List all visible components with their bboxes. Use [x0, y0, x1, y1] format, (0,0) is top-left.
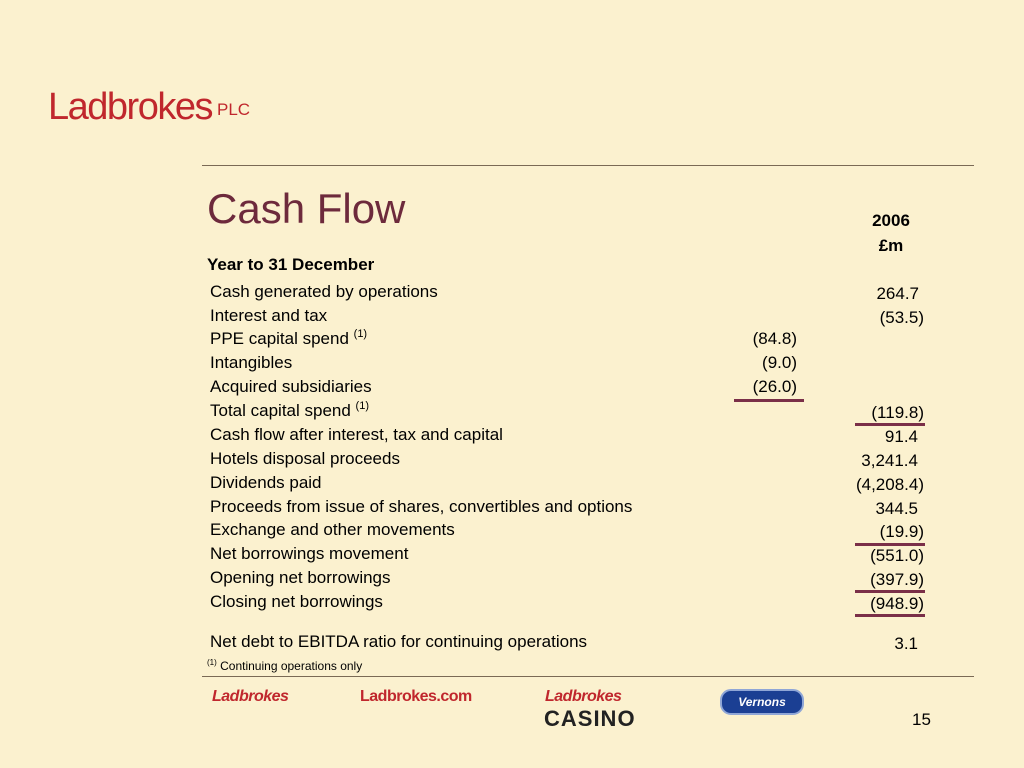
top-divider [202, 165, 974, 166]
column-unit: £m [878, 236, 904, 255]
table-row [210, 329, 930, 351]
row-label: Cash generated by operations [210, 282, 438, 301]
table-row [210, 306, 930, 328]
row-value: (551.0) [870, 546, 924, 565]
table-row [210, 401, 930, 423]
table-row [210, 425, 930, 447]
slide-title: Cash Flow [207, 185, 406, 232]
table-row [210, 473, 930, 495]
table-row [210, 497, 930, 519]
table-subheading: Year to 31 December [207, 255, 375, 274]
row-label: Closing net borrowings [210, 592, 383, 611]
table-row [210, 632, 930, 654]
table-row [210, 592, 930, 614]
row-value: (397.9) [870, 570, 924, 589]
row-label: Proceeds from issue of shares, convertibles and options [210, 497, 633, 516]
row-label: Cash flow after interest, tax and capital [210, 425, 503, 444]
row-sub-value: (26.0) [752, 377, 797, 396]
ladbrokes-casino-logo: Ladbrokes [545, 688, 622, 705]
table-row [210, 353, 930, 375]
row-label: Intangibles [210, 353, 293, 372]
table-row [210, 520, 930, 542]
column-year: 2006 [872, 211, 910, 230]
row-label: Acquired subsidiaries [210, 377, 372, 396]
row-label: Dividends paid [210, 473, 322, 492]
row-value: 264.7 [876, 284, 919, 303]
row-label: PPE capital spend $^{(1)}$ [210, 328, 368, 348]
row-value: 91.4 [884, 427, 918, 446]
page-number: 15 [912, 710, 931, 729]
footnote-ref: (1) [355, 400, 369, 412]
row-value: (4,208.4) [855, 475, 924, 494]
row-sub-value: (9.0) [762, 353, 797, 372]
row-label: Net debt to EBITDA ratio for continuing operations [210, 632, 588, 651]
row-value: 344.5 [875, 499, 918, 518]
row-label: Interest and tax [210, 306, 328, 325]
row-value: 3.1 [894, 634, 918, 653]
vernons-logo: Vernons [720, 689, 804, 715]
table-row [210, 568, 930, 590]
ladbrokes-plc-logo: Ladbrokes [48, 86, 212, 128]
logo-plc-suffix: PLC [217, 100, 251, 119]
casino-wordmark: CASINO [544, 706, 636, 731]
row-label: Net borrowings movement [210, 544, 409, 563]
row-label: Opening net borrowings [210, 568, 391, 587]
row-value: (53.5) [879, 308, 924, 327]
footnote-ref: (1) [353, 328, 368, 340]
row-value: (119.8) [871, 403, 924, 422]
ladbrokes-com-logo: Ladbrokes.com [360, 688, 472, 705]
total-underline [855, 614, 925, 617]
footnote: $^{(1)}$ Continuing operations only [207, 658, 363, 673]
ladbrokes-brand-logo: Ladbrokes [212, 688, 289, 705]
row-label: Hotels disposal proceeds [210, 449, 400, 468]
table-row [210, 282, 930, 304]
row-label: Exchange and other movements [210, 520, 455, 539]
row-value: (948.9) [870, 594, 924, 613]
row-sub-value: (84.8) [752, 329, 797, 348]
footnote-marker: (1) [207, 658, 217, 667]
table-row [210, 544, 930, 566]
table-row [210, 377, 930, 399]
row-value: (19.9) [879, 522, 924, 541]
row-label: Total capital spend $^{(1)}$ [210, 400, 369, 420]
bottom-divider [202, 676, 974, 677]
row-value: 3,241.4 [861, 451, 918, 470]
table-row [210, 449, 930, 471]
